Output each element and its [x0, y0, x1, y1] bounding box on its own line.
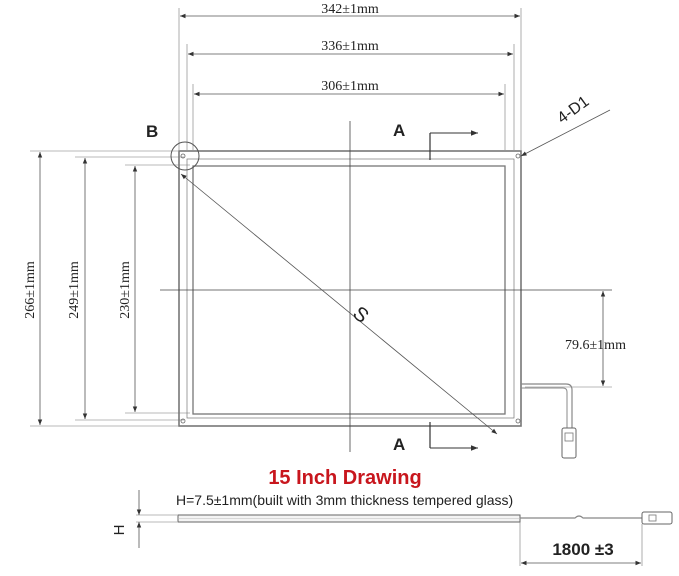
diagonal-label: S	[348, 302, 373, 328]
mount-hole-bottom-left	[181, 419, 185, 423]
mount-hole-top-right	[516, 154, 520, 158]
dim-label-336: 336±1mm	[321, 39, 379, 54]
cable-line-outer	[521, 384, 572, 428]
side-view	[111, 490, 672, 566]
panel-middle-frame	[187, 159, 514, 418]
section-a-top-label: A	[393, 121, 406, 140]
touch-panel	[146, 93, 626, 458]
dim-label-230: 230±1mm	[118, 261, 133, 319]
dim-label-1800: 1800 ±3	[552, 540, 614, 559]
left-dimensions	[23, 151, 190, 426]
side-usb-connector	[642, 512, 672, 524]
dim-label-306: 306±1mm	[321, 79, 379, 94]
mount-hole-top-left	[181, 154, 185, 158]
dim-label-79-6: 79.6±1mm	[565, 338, 626, 353]
diagonal-line	[181, 174, 497, 434]
drawing-title: 15 Inch Drawing	[268, 467, 422, 489]
cable-line-inner	[521, 388, 567, 428]
dim-label-266: 266±1mm	[23, 261, 38, 319]
dim-label-249: 249±1mm	[67, 261, 82, 319]
detail-label: B	[146, 122, 159, 141]
side-cable	[520, 516, 642, 518]
holes-label: 4-D1	[554, 93, 593, 128]
mount-hole-bottom-right	[516, 419, 520, 423]
usb-connector	[562, 428, 576, 458]
thickness-note: H=7.5±1mm(built with 3mm thickness tempered glass)	[176, 492, 514, 508]
section-a-bottom-label: A	[393, 435, 406, 454]
height-label: H	[111, 524, 128, 536]
dim-label-342: 342±1mm	[321, 2, 379, 17]
